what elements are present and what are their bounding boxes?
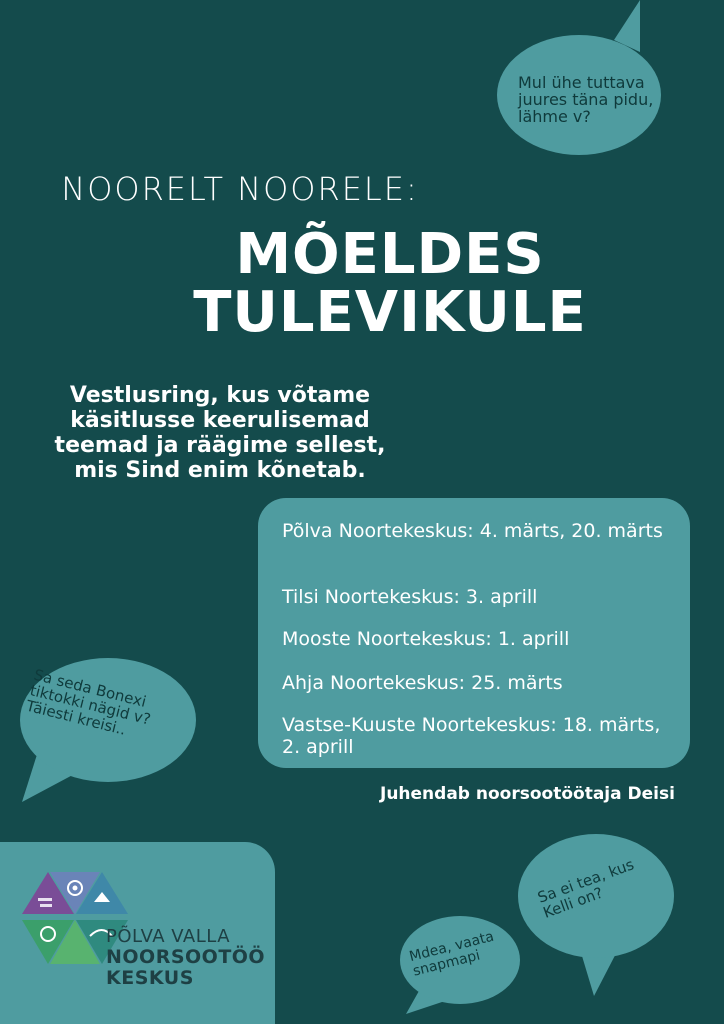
bubble-text-bottom-small: Mdea, vaata snapmapi [407,928,496,980]
event-title [130,222,650,345]
title-line-2: TULEVIKULE [193,280,587,345]
bubble-text-left: Sa seda Bonexi tiktokki nägid v? Täiesti kreisi.. [24,665,153,739]
schedule-item: Ahja Noortekeskus: 25. märts [282,672,563,694]
schedule-item: Vastse-Kuuste Noortekeskus: 18. märts, 2. aprill [282,714,661,758]
speech-bubble-bottom-right [512,826,692,1006]
logo-card [0,842,275,1024]
schedule-item: Põlva Noortekeskus: 4. märts, 20. märts [282,520,663,542]
schedule-card [258,498,690,768]
logo-text-line-1: PÕLVA VALLA [106,926,231,947]
logo-text-line-3: KESKUS [106,967,194,989]
guide-credit: Juhendab noorsootöötaja Deisi [380,784,675,804]
event-kicker: NOORELT NOORELE: [61,170,419,208]
bubble-text-top-right: Mul ühe tuttava juures täna pidu, lähme v? [518,73,654,126]
schedule-item: Tilsi Noortekeskus: 3. aprill [282,586,538,608]
schedule-item: Mooste Noortekeskus: 1. aprill [282,628,570,650]
logo-text-line-2: NOORSOOTÖÖ [106,946,266,968]
title-line-1: MÕELDES [235,222,545,287]
bubble-text-bottom-right: Sa ei tea, kus Kelli on? [535,855,637,922]
event-description: Vestlusring, kus võtame käsitlusse keerulisemad teemad ja räägime sellest, mis Sind enim kõnetab. [54,383,386,483]
